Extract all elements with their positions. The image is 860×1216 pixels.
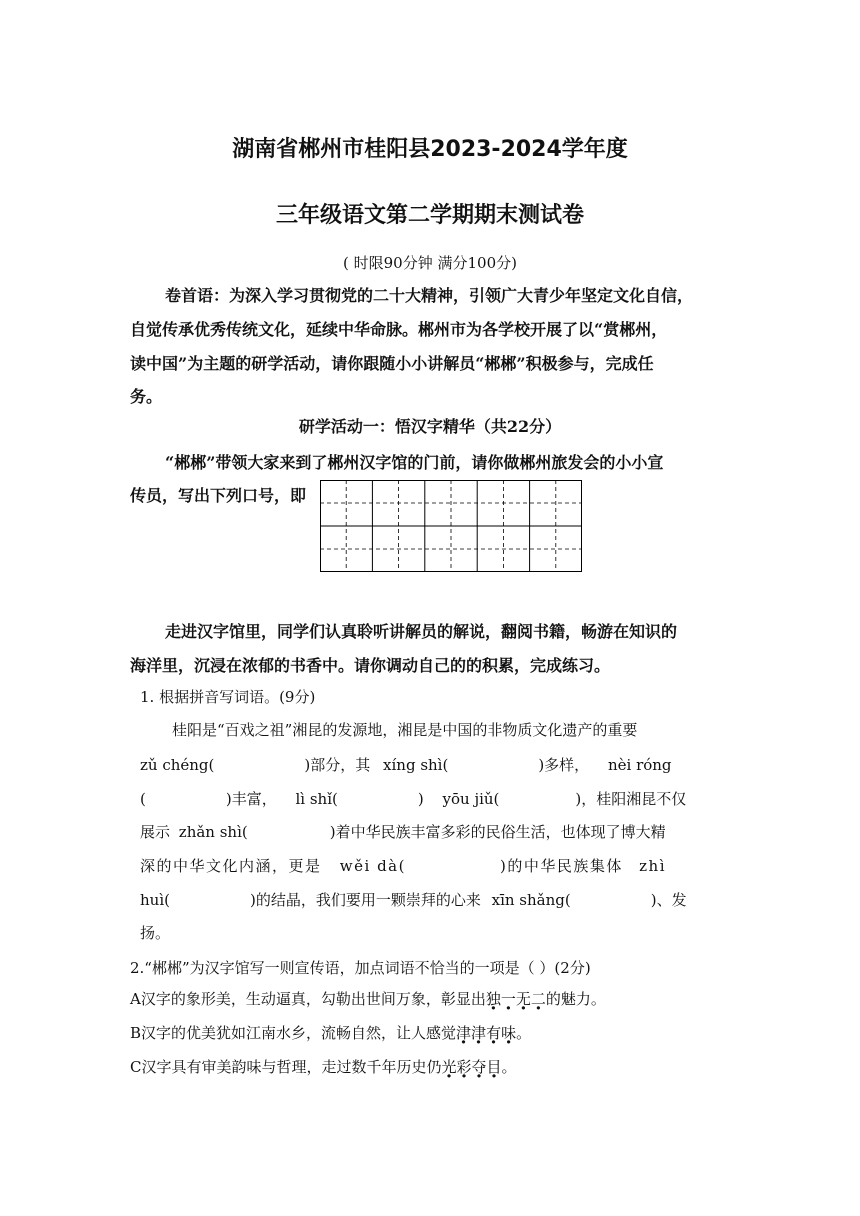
preface-line1: 卷首语：为深入学习贯彻党的二十大精神，引领广大青少年坚定文化自信， (165, 286, 694, 305)
pinyin-xingshi: xíng shì( (383, 756, 449, 774)
pinyin-weida: wěi dà( (339, 857, 406, 875)
pinyin-youjiu: yōu jiǔ( (442, 790, 500, 808)
writing-grid[interactable] (320, 480, 584, 574)
activity1-intro-line1: “郴郴”带领大家来到了郴州汉字馆的门前，请你做郴州旅发会的小小宣 (165, 453, 664, 472)
dotted-char: 夺 (471, 1058, 487, 1076)
pinyin-neirong: nèi róng (607, 756, 672, 774)
dotted-char: 独 (485, 990, 501, 1008)
q1-line7: 扬。 (140, 924, 171, 942)
q2-option-a[interactable]: A汉字的象形美，生动逼真，勾勒出世间万象，彰显出独一无二的魅力。 (130, 990, 606, 1008)
dotted-char: 津 (471, 1024, 487, 1042)
q1-line6: huì( )的结晶，我们要用一颗崇拜的心来 xīn shǎng( )、发 (140, 891, 687, 909)
q2-option-c[interactable]: C汉字具有审美韵味与哲理，走过数千年历史仍光彩夺目。 (130, 1058, 517, 1076)
q1-title: 1. 根据拼音写词语。(9分) (140, 688, 316, 706)
dotted-char: 一 (500, 990, 516, 1008)
dotted-char: 无 (515, 990, 531, 1008)
q1-line2: zǔ chéng( )部分，其 xíng shì( )多样， nèi róng (140, 756, 672, 774)
pinyin-zucheng: zǔ chéng( (140, 756, 215, 774)
exam-title-line2: 三年级语文第二学期期末测试卷 (275, 203, 584, 228)
dotted-char: 目 (486, 1058, 502, 1076)
museum-intro-line1: 走进汉字馆里，同学们认真聆听讲解员的解说，翻阅书籍，畅游在知识的 (165, 622, 678, 641)
dotted-char: 味 (501, 1024, 517, 1042)
q1-line5: 深的中华文化内涵，更是 wěi dà( )的中华民族集体 zhì (140, 857, 666, 875)
dotted-char: 二 (530, 990, 546, 1008)
activity1-heading: 研学活动一：悟汉字精华（共22分） (298, 417, 562, 436)
pinyin-lishi: lì shǐ( (295, 790, 338, 808)
q1-line1: 桂阳是“百戏之祖”湘昆的发源地，湘昆是中国的非物质文化遗产的重要 (172, 721, 638, 739)
time-limit: ( 时限90分钟 满分100分) (343, 254, 517, 272)
dotted-char: 津 (456, 1024, 472, 1042)
museum-intro-line2: 海洋里，沉浸在浓郁的书香中。请你调动自己的的积累，完成练习。 (130, 656, 611, 675)
q2-title: 2.“郴郴”为汉字馆写一则宣传语，加点词语不恰当的一项是（ ）(2分) (130, 959, 591, 977)
q2-option-b[interactable]: B汉字的优美犹如江南水乡，流畅自然，让人感觉津津有味。 (130, 1024, 532, 1042)
dotted-char: 有 (486, 1024, 502, 1042)
activity1-intro-line2: 传员，写出下列口号，即 (130, 486, 307, 505)
pinyin-xinshang: xīn shǎng( (491, 891, 571, 909)
exam-title-line1: 湖南省郴州市桂阳县2023-2024学年度 (232, 137, 628, 162)
preface-line4: 务。 (130, 387, 163, 406)
pinyin-zhi: zhì (639, 857, 666, 875)
q1-line4: 展示 zhǎn shì( )着中华民族丰富多彩的民俗生活，也体现了博大精 (140, 823, 666, 841)
dotted-char: 彩 (456, 1058, 472, 1076)
q1-line3: ( )丰富， lì shǐ( ) yōu jiǔ( )，桂阳湘昆不仅 (140, 790, 687, 808)
dotted-char: 光 (441, 1058, 457, 1076)
preface-line3: 读中国”为主题的研学活动，请你跟随小小讲解员“郴郴”积极参与，完成任 (130, 354, 654, 373)
pinyin-zhanshi: zhǎn shì( (178, 823, 248, 841)
preface-line2: 自觉传承优秀传统文化，延续中华命脉。郴州市为各学校开展了以“赏郴州， (130, 320, 668, 339)
